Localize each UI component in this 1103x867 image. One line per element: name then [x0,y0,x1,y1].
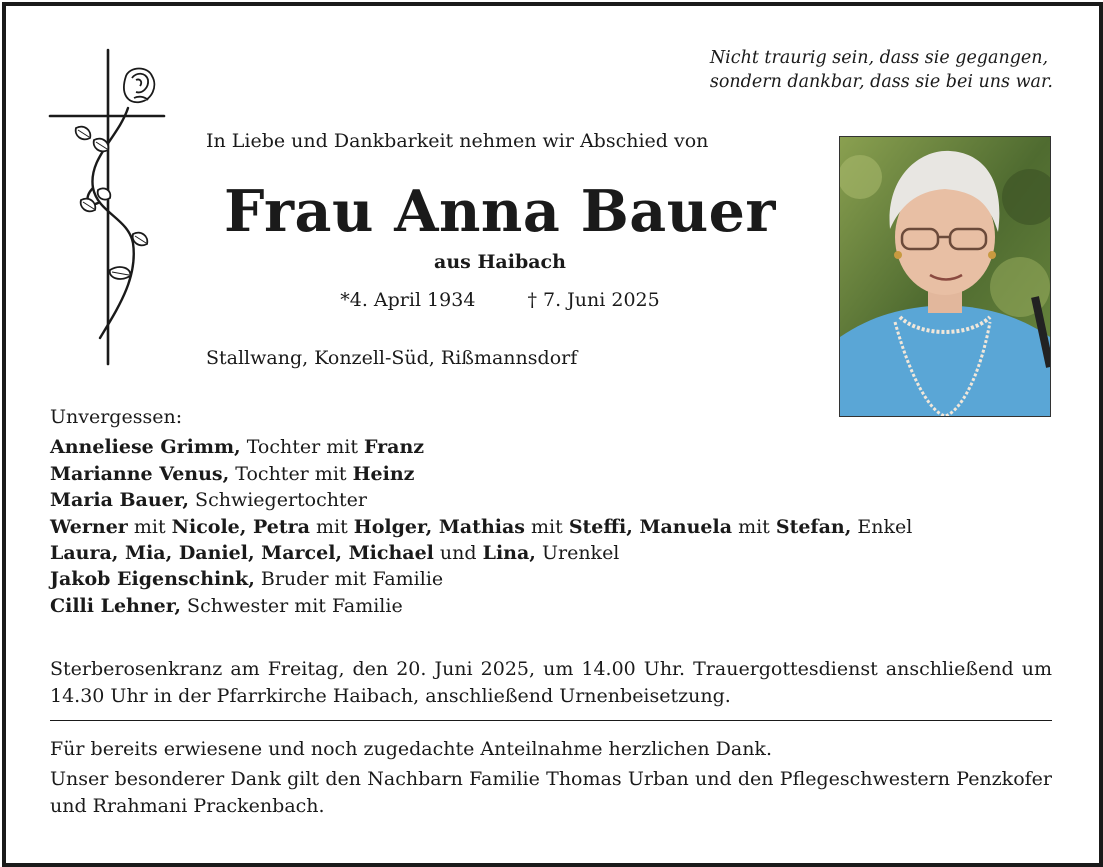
mourner-name: Heinz [352,462,415,485]
mourner-name: Franz [364,436,425,459]
mourner-relation: Urenkel [535,542,620,565]
mourner-line [50,434,912,460]
mourner-relation: Enkel [851,515,913,538]
thanks-text: Für bereits erwiesene und noch zugedachte Anteilnahme herzlichen Dank. [50,738,772,760]
mourner-name: Steffi, Manuela [568,515,733,538]
mourner-name: Jakob Eigenschink, [50,568,255,591]
mourner-name: Nicole, Petra [171,515,310,538]
mourner-relation: mit [732,515,776,538]
mourners-heading: Unvergessen: [50,406,183,428]
funeral-details: Sterberosenkranz am Freitag, den 20. Juni 2025, um 14.00 Uhr. Trauergottesdienst anschließend um 14.30 Uhr in der Pfarrkirche Haibach, anschließend Urnenbeisetzung. [50,658,1052,707]
farewell-intro: In Liebe und Dankbarkeit nehmen wir Abschied von [206,130,709,152]
mourner-line [50,461,912,487]
mourner-name: Lina, [482,542,536,565]
memorial-quote [710,46,1053,94]
divider [50,720,1052,721]
quote-line-1: Nicht traurig sein, dass sie gegangen, [709,48,1049,68]
mourner-relation: mit [309,515,354,538]
mourner-relation: und [433,542,483,565]
mourner-relation: Tochter mit [240,436,364,459]
mourner-line [50,593,912,619]
quote-line-2: sondern dankbar, dass sie bei uns war. [709,72,1053,92]
life-dates [200,289,800,311]
mourner-name: Holger, Mathias [353,515,525,538]
mourner-relation: Tochter mit [229,462,353,485]
thanks-section [50,736,1052,823]
special-thanks-text: Unser besonderer Dank gilt den Nachbarn Familie Thomas Urban und den Pflegeschwestern Penzkofer und Rrahmani Prackenbach. [50,768,1052,817]
portrait-photo [839,136,1051,417]
mourner-name: Maria Bauer, [50,489,190,512]
deceased-origin: aus Haibach [434,251,566,273]
mourner-relation: mit [127,515,172,538]
mourner-line [50,540,912,566]
mourner-relation: Schwiegertochter [189,489,367,512]
cross-with-rose-icon [48,48,173,368]
mourner-name: Marianne Venus, [50,462,230,485]
mourner-line [50,487,912,513]
mourner-relation: Bruder mit Familie [254,568,444,591]
mourner-name: Laura, Mia, Daniel, Marcel, Michael [50,542,434,565]
death-date: † 7. Juni 2025 [527,289,660,311]
mourner-line [50,566,912,592]
mourner-line [50,514,912,540]
deceased-name: Frau Anna Bauer [224,178,776,245]
mourner-name: Anneliese Grimm, [50,436,241,459]
birth-date: *4. April 1934 [340,289,476,311]
deceased-places: Stallwang, Konzell-Süd, Rißmannsdorf [206,347,578,369]
mourners-list [50,404,912,619]
mourner-name: Cilli Lehner, [50,594,182,617]
mourner-name: Stefan, [775,515,852,538]
mourner-relation: Schwester mit Familie [181,594,403,617]
mourner-relation: mit [525,515,569,538]
mourner-name: Werner [50,515,128,538]
